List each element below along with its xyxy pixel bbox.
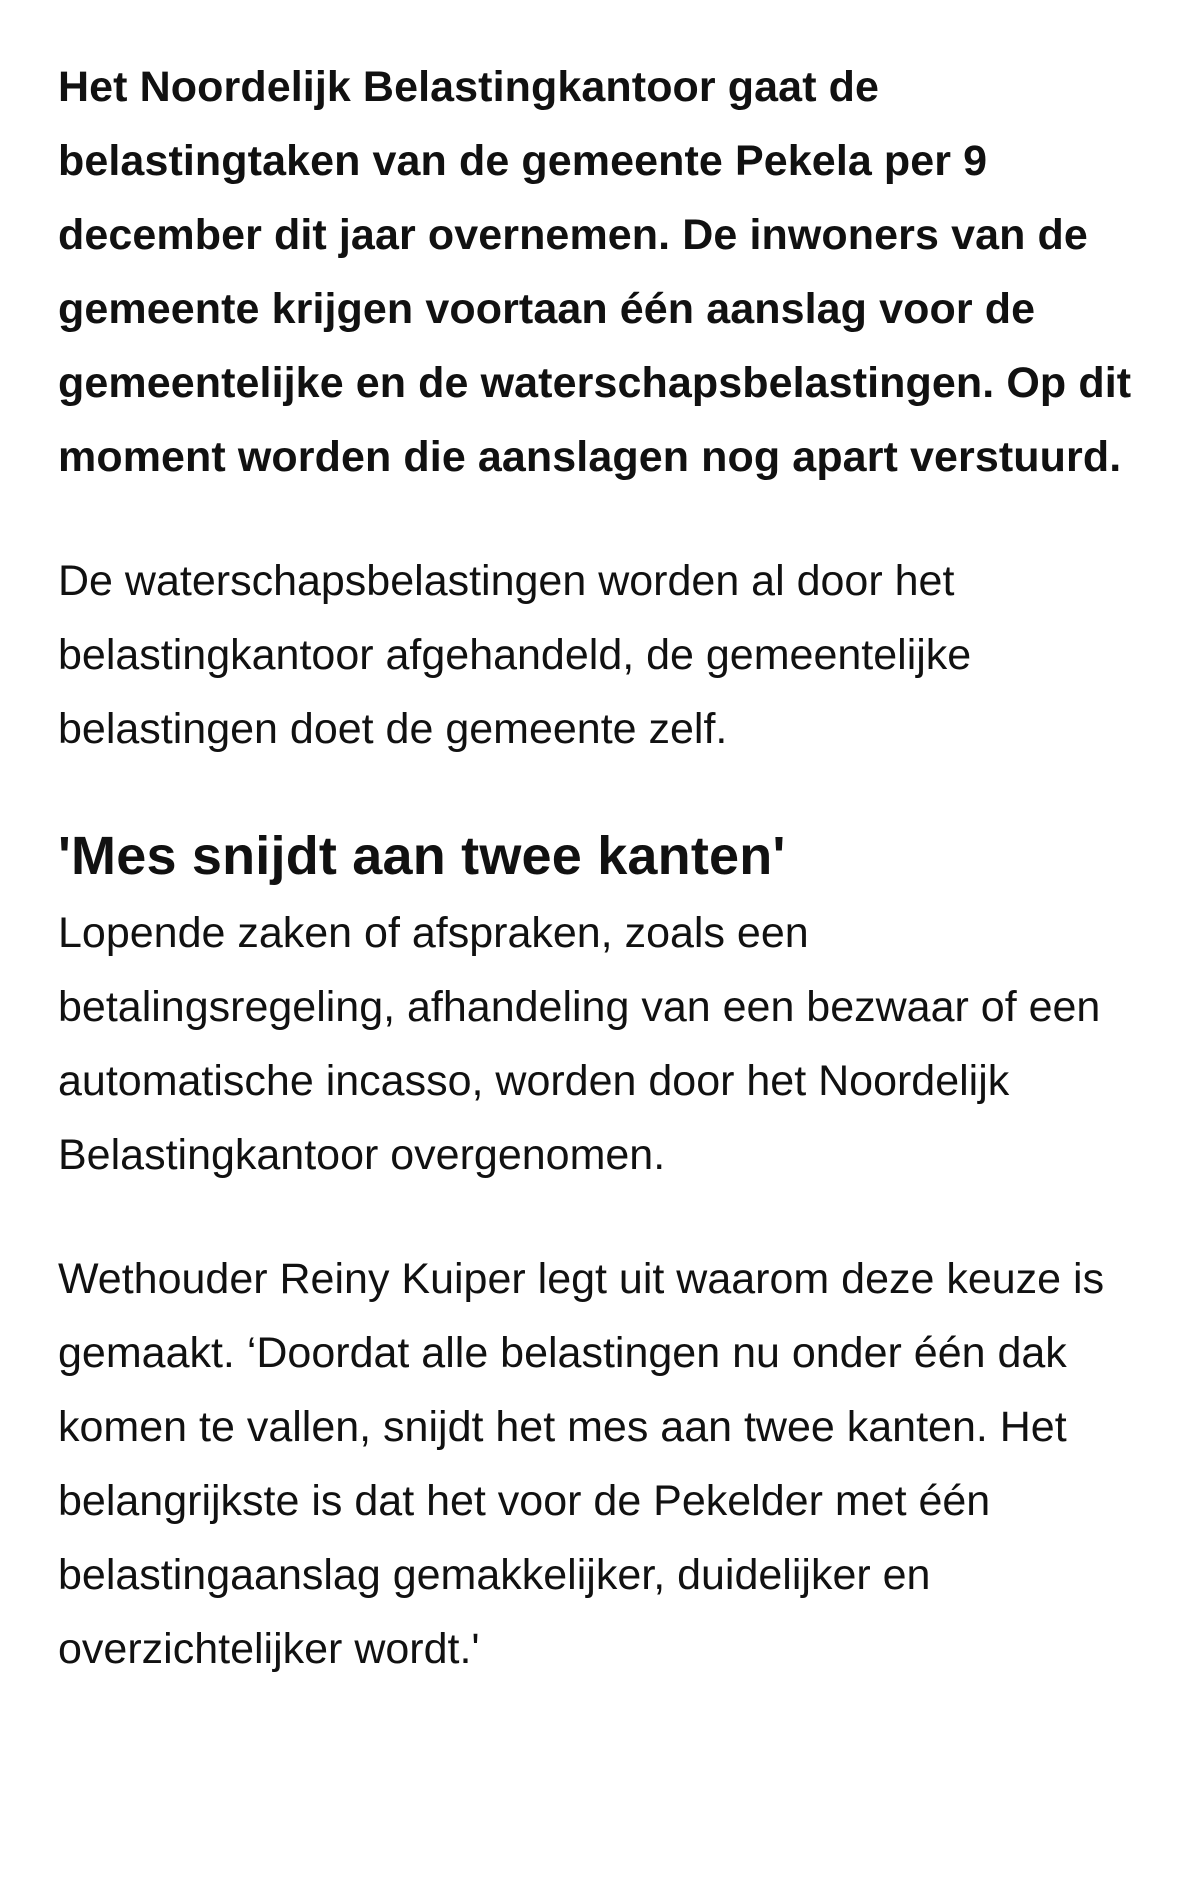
article-paragraph: Wethouder Reiny Kuiper legt uit waarom deze keuze is gemaakt. ‘Doordat alle belastingen nu onder één dak komen te vallen, snijdt het mes aan twee kanten. Het belangrijkste is dat het voor de Pekelder met één belastingaanslag gemakkelijker, duidelijker en overzichtelijker wordt.' xyxy=(58,1255,1105,1673)
article-paragraph: De waterschapsbelastingen worden al door het belastingkantoor afgehandeld, de gemeentelijke belastingen doet de gemeente zelf. xyxy=(58,557,972,753)
article-paragraph: Lopende zaken of afspraken, zoals een betalingsregeling, afhandeling van een bezwaar of een automatische incasso, worden door het Noordelijk Belastingkantoor overgenomen. xyxy=(58,909,1101,1179)
article-body xyxy=(58,50,1138,1686)
article-subheading: 'Mes snijdt aan twee kanten' xyxy=(58,826,786,886)
article-lead: Het Noordelijk Belastingkantoor gaat de belastingtaken van de gemeente Pekela per 9 december dit jaar overnemen. De inwoners van de gemeente krijgen voortaan één aanslag voor de gemeentelijke en de waterschapsbelastingen. Op dit moment worden die aanslagen nog apart verstuurd. xyxy=(58,63,1132,481)
